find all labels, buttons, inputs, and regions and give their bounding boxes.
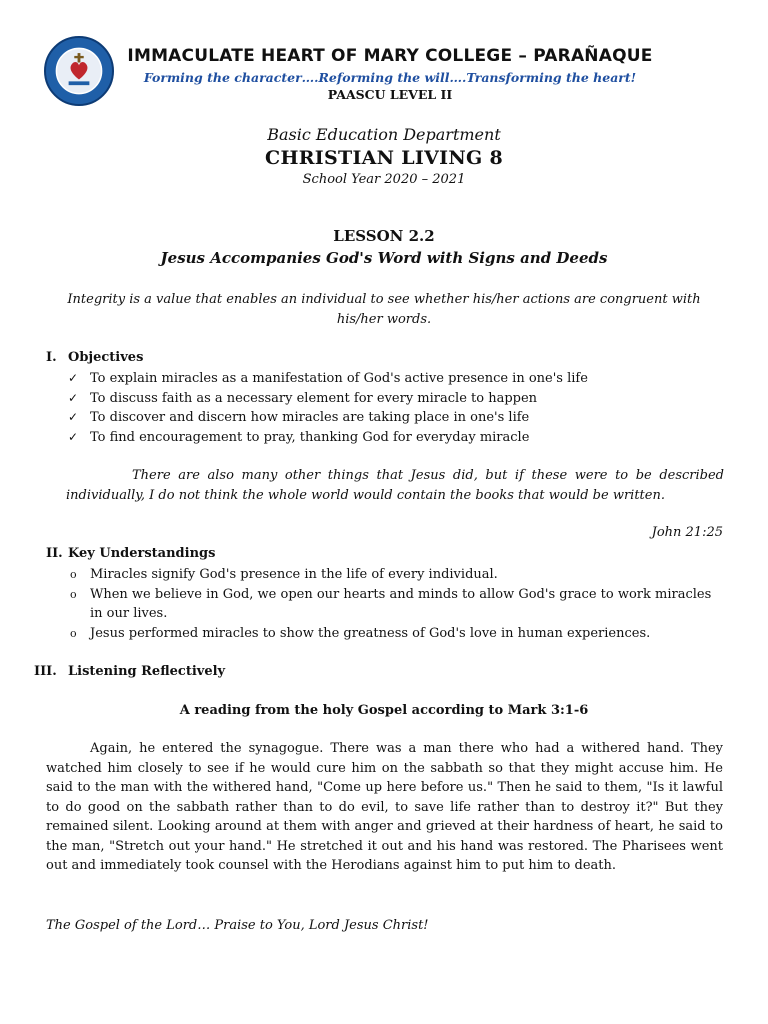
lesson-number: LESSON 2.2 (333, 227, 435, 245)
list-item: ✓ To discover and discern how miracles are taking place in one's life (68, 408, 728, 428)
school-name: IMMACULATE HEART OF MARY COLLEGE – PARAÑAQUE (127, 46, 653, 66)
list-item: o When we believe in God, we open our hearts and minds to allow God's grace to work miracles in our lives. (70, 586, 712, 622)
key-understandings-list (68, 565, 714, 644)
scripture-verse: There are also many other things that Jesus did, but if these were to be described individually, I do not think the whole world would contain the books that would be written. (66, 468, 724, 503)
list-item: ✓ To find encouragement to pray, thanking God for everyday miracle (68, 428, 728, 448)
section-numeral: II. (46, 546, 63, 561)
check-mark-icon: ✓ (68, 390, 79, 405)
listening-heading (34, 664, 225, 679)
section-numeral: I. (46, 350, 57, 365)
list-item: ✓ To explain miracles as a manifestation of God's active presence in one's life (68, 369, 728, 389)
section-heading-text: Listening Reflectively (68, 664, 226, 679)
school-motto: Forming the character….Reforming the will….Transforming the heart! (143, 70, 637, 85)
lesson-title: Jesus Accompanies God's Word with Signs and Deeds (160, 249, 608, 267)
hollow-circle-bullet-icon: o (70, 568, 77, 581)
section-heading-text: Objectives (68, 350, 144, 365)
list-item: o Miracles signify God's presence in the life of every individual. (68, 565, 714, 585)
accreditation-level: PAASCU LEVEL II (327, 87, 453, 102)
check-mark-icon: ✓ (68, 410, 79, 425)
department-name: Basic Education Department (267, 125, 501, 144)
gospel-acclamation: The Gospel of the Lord… Praise to You, Lord Jesus Christ! (46, 918, 429, 933)
key-understandings-heading (46, 546, 215, 561)
verse-reference: John 21:25 (651, 525, 723, 540)
objectives-heading (46, 350, 143, 365)
subject-title: CHRISTIAN LIVING 8 (265, 147, 503, 169)
check-mark-icon: ✓ (68, 371, 79, 385)
objectives-list (68, 369, 728, 448)
section-heading-text: Key Understandings (68, 546, 216, 561)
school-seal-icon (44, 36, 114, 106)
gospel-passage: Again, he entered the synagogue. There was a man there who had a withered hand. They watched him closely to see if he would cure him on the sabbath so that they might accuse him. He said to the man with the withered hand, "Come up here before us." Then he said to them, "Is it lawful to do good on the sabbath rather than to do evil, to save life rather than to destroy it?" But they remained silent. Looking around at them with anger and grieved at their hardness of heart, he said to the man, "Stretch out your hand." He stretched it out and his hand was restored. The Pharisees went out and immediately took counsel with the Herodians against him to put him to death. (46, 741, 723, 873)
school-year: School Year 2020 – 2021 (302, 172, 466, 187)
list-item: ✓ To discuss faith as a necessary element for every miracle to happen (68, 389, 728, 409)
hollow-circle-bullet-icon: o (70, 627, 77, 641)
value-note: Integrity is a value that enables an individual to see whether his/her actions are congruent with his/her words. (67, 292, 701, 327)
section-numeral: III. (34, 664, 57, 679)
list-item: o Jesus performed miracles to show the greatness of God's love in human experiences. (68, 624, 714, 644)
hollow-circle-bullet-icon: o (70, 587, 77, 601)
check-mark-icon: ✓ (68, 430, 79, 445)
reading-title: A reading from the holy Gospel according to Mark 3:1-6 (179, 703, 589, 718)
